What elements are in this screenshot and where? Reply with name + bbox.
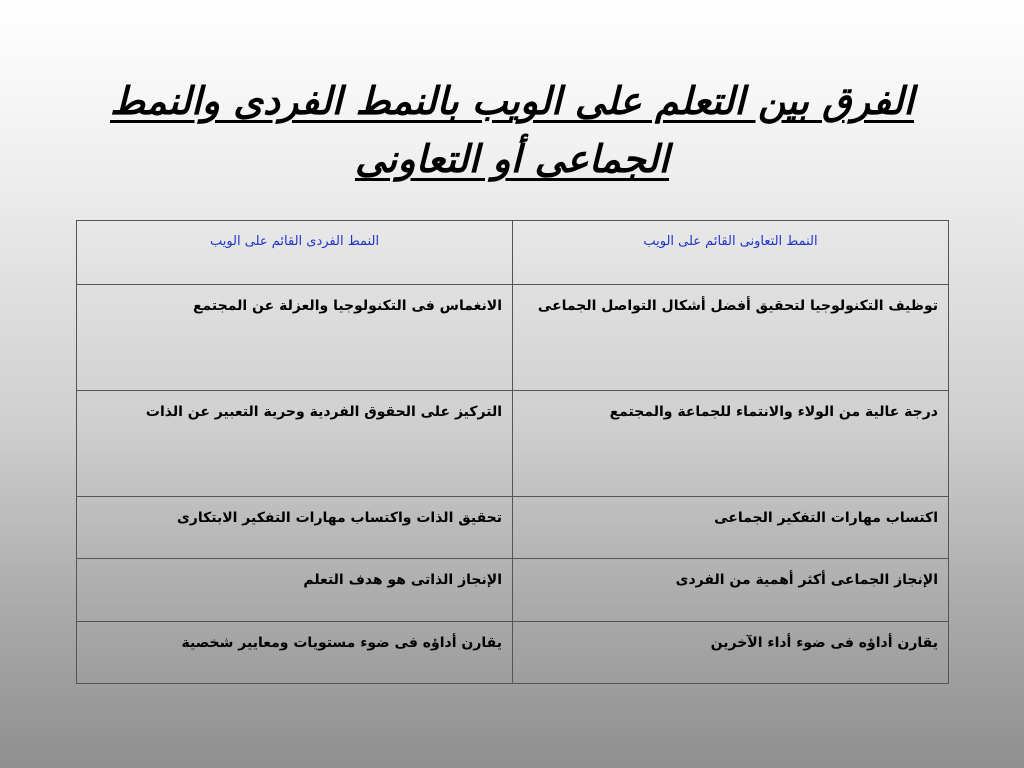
table-row <box>77 391 949 497</box>
cell-individual: يقارن أداؤه فى ضوء مستويات ومعايير شخصية <box>77 621 513 683</box>
cell-collaborative: الإنجاز الجماعى أكثر أهمية من الفردى <box>513 559 949 621</box>
cell-individual: الإنجاز الذاتى هو هدف التعلم <box>77 559 513 621</box>
table-row <box>77 621 949 683</box>
cell-collaborative: يقارن أداؤه فى ضوء أداء الآخرين <box>513 621 949 683</box>
comparison-table <box>76 220 949 684</box>
cell-collaborative: توظيف التكنولوجيا لتحقيق أفضل أشكال التواصل الجماعى <box>513 285 949 391</box>
cell-individual: الانغماس فى التكنولوجيا والعزلة عن المجتمع <box>77 285 513 391</box>
cell-collaborative: درجة عالية من الولاء والانتماء للجماعة والمجتمع <box>513 391 949 497</box>
table-row <box>77 285 949 391</box>
table-header-row <box>77 221 949 285</box>
table-row <box>77 496 949 558</box>
slide-title: الفرق بين التعلم على الويب بالنمط الفردى والنمط الجماعى أو التعاونى <box>110 78 914 181</box>
cell-individual: تحقيق الذات واكتساب مهارات التفكير الابتكارى <box>77 496 513 558</box>
cell-individual: التركيز على الحقوق الفردية وحرية التعبير عن الذات <box>77 391 513 497</box>
cell-collaborative: اكتساب مهارات التفكير الجماعى <box>513 496 949 558</box>
header-collaborative: النمط التعاونى القائم على الويب <box>513 221 949 285</box>
header-individual: النمط الفردى القائم على الويب <box>77 221 513 285</box>
table-row <box>77 559 949 621</box>
